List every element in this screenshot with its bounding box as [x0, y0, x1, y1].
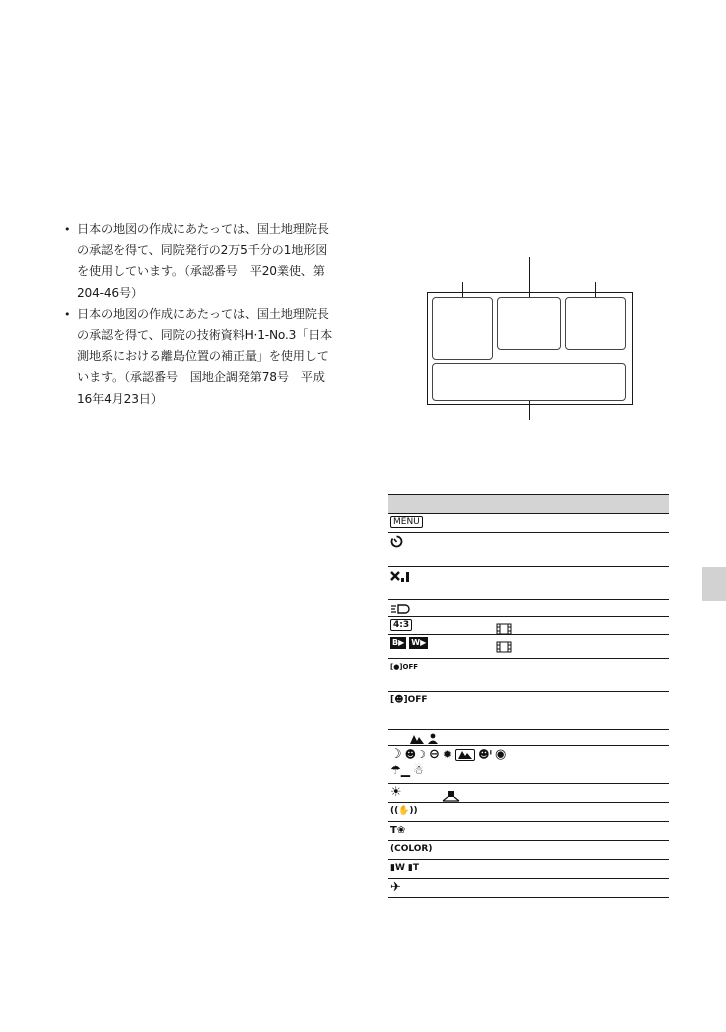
- note-line: の承認を得て、同院の技術資料H·1-No.3「日本: [77, 328, 333, 343]
- snow-icon: ☃: [413, 762, 424, 777]
- table-row: [388, 879, 669, 898]
- tele-macro-icon: T❀: [390, 824, 406, 836]
- table-row: [388, 822, 669, 841]
- table-row: [388, 514, 669, 533]
- self-timer-icon: [390, 535, 403, 548]
- table-row: [388, 567, 669, 600]
- landscape-icon: [410, 732, 424, 745]
- night-portrait-icon: ☻☽: [404, 748, 426, 761]
- x-v-color-icon: (COLOR): [390, 844, 433, 854]
- upper-right-area: [565, 297, 626, 350]
- table-row: [388, 533, 669, 567]
- panorama-w-icon: W▶: [411, 638, 427, 647]
- table-row: [388, 692, 669, 730]
- sunset-icon: ⊖: [429, 747, 440, 762]
- note-line: 測地系における離島位置の補正量」を使用して: [77, 349, 329, 364]
- bottom-area: [432, 363, 626, 401]
- tele-conversion-icon: ▮T: [407, 863, 419, 873]
- table-row: [388, 617, 669, 635]
- upper-center-area: [497, 297, 561, 350]
- table-header: [388, 494, 669, 514]
- landscape-boxed-icon: [455, 749, 475, 761]
- note-line: の承認を得て、同院発行の2万5千分の1地形図: [77, 243, 328, 258]
- note-map-approval-1: [64, 219, 364, 304]
- candle-icon: ☻ⁱ: [478, 748, 493, 761]
- screen-frame: [427, 292, 633, 405]
- note-line: 日本の地図の作成にあたっては、国土地理院長: [77, 306, 329, 321]
- note-line: 日本の地図の作成にあたっては、国土地理院長: [77, 222, 329, 236]
- table-row: [388, 746, 669, 784]
- aspect-ratio-4-3-icon: 4:3: [390, 619, 412, 631]
- panorama-b-icon: B▶: [392, 638, 405, 647]
- menu-icon: MENU: [390, 516, 423, 528]
- video-light-icon: [390, 602, 410, 615]
- table-row: [388, 803, 669, 822]
- note-line: を使用しています。（承認番号 平20業使、第: [77, 264, 325, 279]
- face-detection-off-icon: [●]OFF: [390, 663, 419, 671]
- table-row: [388, 635, 669, 659]
- spotlight-icon: ◉: [495, 747, 507, 762]
- gps-signal-icon: [390, 569, 412, 582]
- note-map-approval-2: [64, 304, 364, 410]
- table-row: [388, 860, 669, 879]
- indicator-table: [388, 494, 669, 898]
- bullet-icon: •: [64, 307, 71, 321]
- note-line: 16年4月23日）: [77, 391, 163, 406]
- spot-meter-icon: [442, 790, 460, 803]
- table-row: [388, 600, 669, 617]
- note-line: います。（承認番号 国地企調発第78号 平成: [77, 370, 325, 385]
- smile-shutter-off-icon: [☻]OFF: [390, 695, 428, 705]
- notes-section: [64, 219, 364, 410]
- night-scene-icon: ☽: [390, 747, 402, 762]
- backlight-icon: ☀: [390, 785, 402, 800]
- film-icon: [496, 641, 512, 654]
- note-line: 204-46号）: [77, 285, 143, 300]
- fireworks-icon: ✹: [442, 748, 453, 761]
- beach-icon: ☂▁: [390, 762, 410, 777]
- table-row: [388, 784, 669, 803]
- table-row: [388, 659, 669, 692]
- table-row: [388, 730, 669, 746]
- bullet-icon: •: [64, 223, 71, 236]
- leader-line-upper-center: [529, 257, 530, 297]
- table-row: [388, 841, 669, 860]
- upper-left-area: [432, 297, 493, 360]
- wide-conversion-icon: ▮W: [390, 863, 405, 873]
- chapter-index-tab: [702, 567, 726, 601]
- airplane-mode-icon: ✈: [390, 880, 401, 895]
- steadyshot-off-icon: ((✋)): [390, 806, 418, 816]
- film-icon: [496, 623, 512, 636]
- portrait-icon: [427, 732, 439, 745]
